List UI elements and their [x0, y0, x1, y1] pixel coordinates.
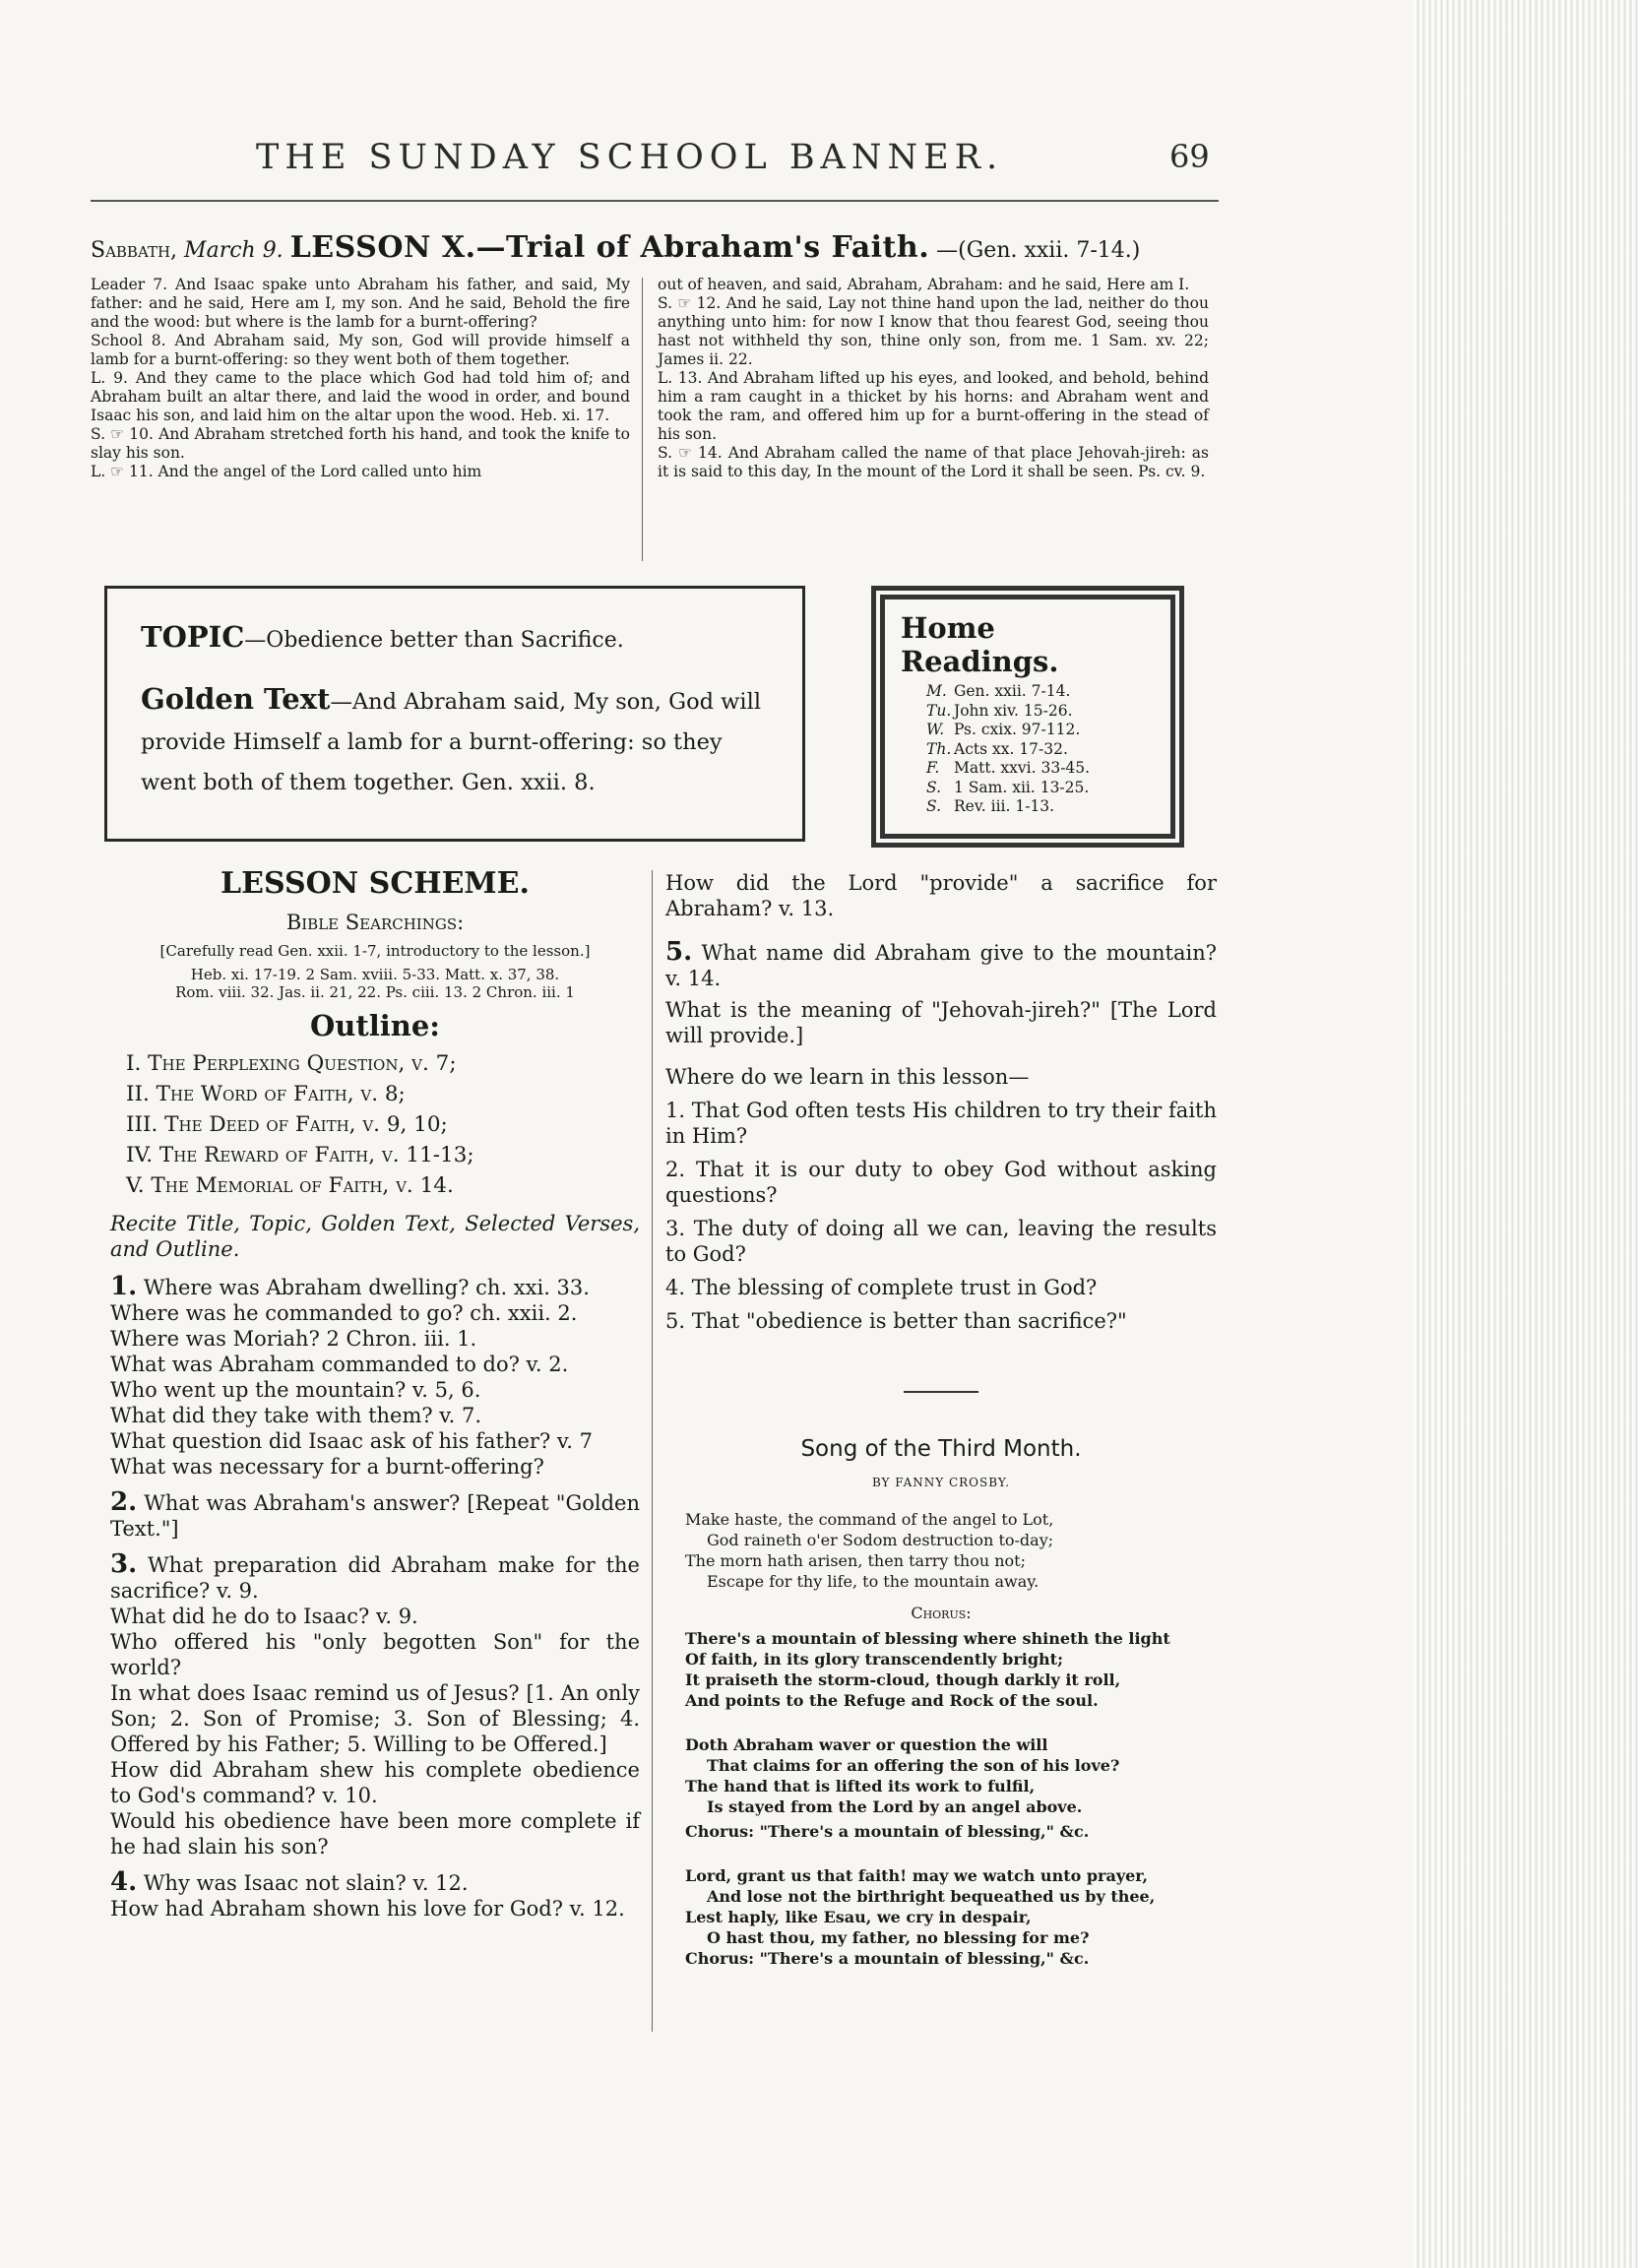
reading-verse: S. ☞ 12. And he said, Lay not thine hand upon the lad, neither do thou anything unto him: for now I know that thou fearest God, seeing thou hast not withheld thy son, thine only son, from me. 1 Sam. xv. 22; James ii. 22.	[658, 294, 1209, 368]
reading-day: W.	[926, 721, 945, 738]
question: Would his obedience have been more complete if he had slain his son?	[110, 1809, 640, 1858]
question-number: 1.	[110, 1272, 138, 1301]
home-readings-title: Home Readings.	[901, 611, 1059, 678]
song-verse-1	[665, 1509, 1217, 1592]
reading-day: M.	[926, 682, 947, 700]
home-reading-row	[901, 702, 1155, 722]
question: Where was he commanded to go? ch. xxii. 2.	[110, 1301, 578, 1325]
outline-item: IV. The Reward of Faith, v. 11-13;	[126, 1143, 474, 1167]
outline-title: Outline:	[309, 1009, 440, 1042]
reading-ref: Ps. cxix. 97-112.	[954, 721, 1081, 738]
lesson-heading	[91, 230, 1223, 265]
question-number: 5.	[665, 937, 693, 967]
question-group-2	[110, 1489, 640, 1542]
question: Who offered his "only begotten Son" for the world?	[110, 1630, 640, 1679]
questions-right-column	[665, 870, 1217, 1969]
song-line: O hast thou, my father, no blessing for me?	[707, 1928, 1090, 1947]
song-byline: BY FANNY CROSBY.	[871, 1476, 1011, 1489]
question: What did he do to Isaac? v. 9.	[110, 1605, 418, 1628]
reading-ref: Rev. iii. 1-13.	[954, 797, 1055, 815]
question: What name did Abraham give to the mountain? v. 14.	[665, 941, 1217, 990]
question: What did they take with them? v. 7.	[110, 1404, 482, 1427]
golden-text-body: —And Abraham said, My son, God will provide Himself a lamb for a burnt-offering: so they went both of them together. Gen. xxii. 8.	[141, 689, 762, 795]
lesson-date: March 9.	[184, 238, 284, 263]
lesson-reference: —(Gen. xxii. 7-14.)	[936, 238, 1141, 263]
question: Where was Moriah? 2 Chron. iii. 1.	[110, 1327, 477, 1351]
learn-item: 4. The blessing of complete trust in God?	[665, 1276, 1098, 1299]
lesson-scheme-column	[110, 866, 640, 1922]
learn-item: 1. That God often tests His children to try their faith in Him?	[665, 1099, 1217, 1148]
section-rule	[904, 1391, 978, 1393]
reading-verse: L. ☞ 11. And the angel of the Lord called unto him	[91, 463, 482, 480]
reading-verse: S. ☞ 14. And Abraham called the name of that place Jehovah-jireh: as it is said to this day, In the mount of the Lord it shall be seen. Ps. cv. 9.	[658, 444, 1209, 480]
song-line: The hand that is lifted its work to fulfil,	[685, 1777, 1036, 1796]
outline-item: II. The Word of Faith, v. 8;	[126, 1082, 406, 1106]
book-page-edges	[1414, 0, 1638, 2268]
song-line: Lord, grant us that faith! may we watch unto prayer,	[685, 1866, 1149, 1885]
song-line: And lose not the birthright bequeathed us by thee,	[707, 1887, 1156, 1906]
home-readings-box	[871, 586, 1184, 848]
song-title: Song of the Third Month.	[800, 1436, 1082, 1462]
reading-day: F.	[926, 759, 940, 777]
topic-golden-text-box	[104, 586, 805, 842]
outline-item: III. The Deed of Faith, v. 9, 10;	[126, 1112, 448, 1137]
learn-item: 2. That it is our duty to obey God without asking questions?	[665, 1158, 1217, 1207]
reading-verse: S. ☞ 10. And Abraham stretched forth his hand, and took the knife to slay his son.	[91, 425, 630, 462]
home-reading-row	[901, 721, 1155, 740]
golden-text-label: Golden Text	[141, 682, 331, 716]
outline-list	[110, 1048, 640, 1201]
reading-verse: L. 9. And they came to the place which God had told him of; and Abraham built an altar there, and laid the wood in order, and bound Isaac his son, and laid him on the altar upon the wood. Heb. xi. 17.	[91, 369, 630, 424]
outline-item: I. The Perplexing Question, v. 7;	[126, 1051, 457, 1076]
question: What preparation did Abraham make for the sacrifice? v. 9.	[110, 1553, 640, 1603]
reading-ref: 1 Sam. xii. 13-25.	[954, 778, 1090, 796]
reading-ref: Gen. xxii. 7-14.	[954, 682, 1071, 700]
question: What question did Isaac ask of his father? v. 7	[110, 1429, 593, 1453]
reading-day: S.	[926, 797, 941, 815]
lesson-scheme-title: LESSON SCHEME.	[220, 866, 530, 901]
home-reading-row	[901, 740, 1155, 760]
reading-ref: John xiv. 15-26.	[954, 701, 1073, 720]
question: How had Abraham shown his love for God? v. 12.	[110, 1897, 625, 1921]
song-line: That claims for an offering the son of his love?	[707, 1756, 1120, 1775]
reading-verse: School 8. And Abraham said, My son, God will provide himself a lamb for a burnt-offering: so they went both of them together.	[91, 332, 630, 368]
learn-item: 5. That "obedience is better than sacrifice?"	[665, 1309, 1127, 1333]
question: What was Abraham commanded to do? v. 2.	[110, 1353, 569, 1376]
topic-label: TOPIC	[141, 620, 245, 654]
lesson-title: LESSON X.—Trial of Abraham's Faith.	[289, 230, 930, 265]
topic-text: —Obedience better than Sacrifice.	[244, 628, 624, 653]
reading-right-column	[658, 276, 1209, 481]
reading-day: Tu.	[926, 701, 952, 720]
song-verse-3	[665, 1865, 1217, 1969]
song-line: Escape for thy life, to the mountain away.	[707, 1572, 1040, 1591]
song-line: God raineth o'er Sodom destruction to-day;	[707, 1531, 1054, 1549]
topic-line	[141, 620, 769, 654]
question-number: 3.	[110, 1549, 138, 1579]
reading-day: S.	[926, 778, 941, 796]
question: Who went up the mountain? v. 5, 6.	[110, 1378, 481, 1402]
reading-day: Th.	[926, 739, 952, 758]
question: What is the meaning of "Jehovah-jireh?" [The Lord will provide.]	[665, 998, 1217, 1047]
golden-text	[141, 679, 769, 803]
song-line: The morn hath arisen, then tarry thou not;	[685, 1551, 1026, 1570]
song-line: Lest haply, like Esau, we cry in despair,	[685, 1908, 1032, 1926]
bible-searchings-label: Bible Searchings:	[285, 911, 465, 934]
learn-item: 3. The duty of doing all we can, leaving the results to God?	[665, 1217, 1217, 1266]
song-line: It praiseth the storm-cloud, though darkly it roll,	[685, 1670, 1121, 1689]
question: Where was Abraham dwelling? ch. xxi. 33.	[143, 1276, 590, 1299]
learn-intro: Where do we learn in this lesson—	[665, 1065, 1030, 1089]
song-line: There's a mountain of blessing where shineth the light	[685, 1629, 1170, 1648]
question-group-3	[110, 1551, 640, 1859]
learn-list	[665, 1098, 1217, 1334]
question-number: 2.	[110, 1487, 138, 1517]
song-line: Doth Abraham waver or question the will	[685, 1735, 1048, 1754]
question-group-5	[665, 939, 1217, 1048]
reading-ref: Acts xx. 17-32.	[954, 739, 1068, 758]
reading-verse: out of heaven, and said, Abraham, Abraham: and he said, Here am I.	[658, 276, 1190, 293]
question-group-1	[110, 1274, 640, 1480]
song-line: Make haste, the command of the angel to Lot,	[685, 1510, 1054, 1529]
question: In what does Isaac remind us of Jesus? [1. An only Son; 2. Son of Promise; 3. Son of Blessing; 4. Offered by his Father; 5. Willing to be Offered.]	[110, 1681, 640, 1756]
home-reading-row	[901, 682, 1155, 702]
page-number: 69	[1169, 138, 1210, 175]
running-header: THE SUNDAY SCHOOL BANNER.	[256, 138, 1004, 177]
question: Why was Isaac not slain? v. 12.	[143, 1871, 469, 1895]
reading-left-column	[91, 276, 630, 481]
question: What was necessary for a burnt-offering?	[110, 1455, 544, 1479]
reading-verse: L. 13. And Abraham lifted up his eyes, and looked, and behold, behind him a ram caught in a thicket by his horns: and Abraham went and took the ram, and offered him up for a burnt-offering in the stead of his son.	[658, 369, 1209, 443]
reading-verse: Leader 7. And Isaac spake unto Abraham his father, and said, My father: and he said, Here am I, my son. And he said, Behold the fire and the wood: but where is the lamb for a burnt-offering?	[91, 276, 630, 331]
sabbath-label: Sabbath,	[91, 238, 178, 263]
song-line: Is stayed from the Lord by an angel above.	[707, 1797, 1083, 1816]
home-reading-row	[901, 779, 1155, 798]
reading-column-divider	[642, 278, 643, 561]
home-reading-row	[901, 759, 1155, 779]
header-rule	[91, 200, 1219, 202]
question-group-4	[110, 1869, 640, 1922]
chorus-label: Chorus:	[911, 1604, 972, 1622]
home-reading-row	[901, 797, 1155, 817]
question: What was Abraham's answer? [Repeat "Golden Text."]	[110, 1491, 640, 1541]
song-line: Of faith, in its glory transcendently bright;	[685, 1650, 1063, 1669]
chorus-reference: Chorus: "There's a mountain of blessing," &c.	[685, 1949, 1090, 1968]
song-line: And points to the Refuge and Rock of the soul.	[685, 1691, 1099, 1710]
question: How did Abraham shew his complete obedience to God's command? v. 10.	[110, 1758, 640, 1807]
reading-ref: Matt. xxvi. 33-45.	[954, 759, 1091, 777]
outline-item: V. The Memorial of Faith, v. 14.	[126, 1173, 454, 1198]
recite-instruction: Recite Title, Topic, Golden Text, Selected Verses, and Outline.	[110, 1212, 640, 1261]
question: How did the Lord "provide" a sacrifice for Abraham? v. 13.	[665, 871, 1217, 920]
scripture-refs: Rom. viii. 32. Jas. ii. 21, 22. Ps. ciii. 13. 2 Chron. iii. 1	[175, 983, 575, 1001]
song-verse-2	[665, 1734, 1217, 1842]
question-number: 4.	[110, 1867, 138, 1897]
reading-instruction: [Carefully read Gen. xxii. 1-7, introductory to the lesson.]	[159, 942, 591, 960]
scripture-refs: Heb. xi. 17-19. 2 Sam. xviii. 5-33. Matt. x. 37, 38.	[190, 966, 560, 983]
column-divider	[652, 870, 653, 2032]
chorus-reference: Chorus: "There's a mountain of blessing," &c.	[685, 1822, 1090, 1841]
song-chorus	[665, 1628, 1217, 1711]
